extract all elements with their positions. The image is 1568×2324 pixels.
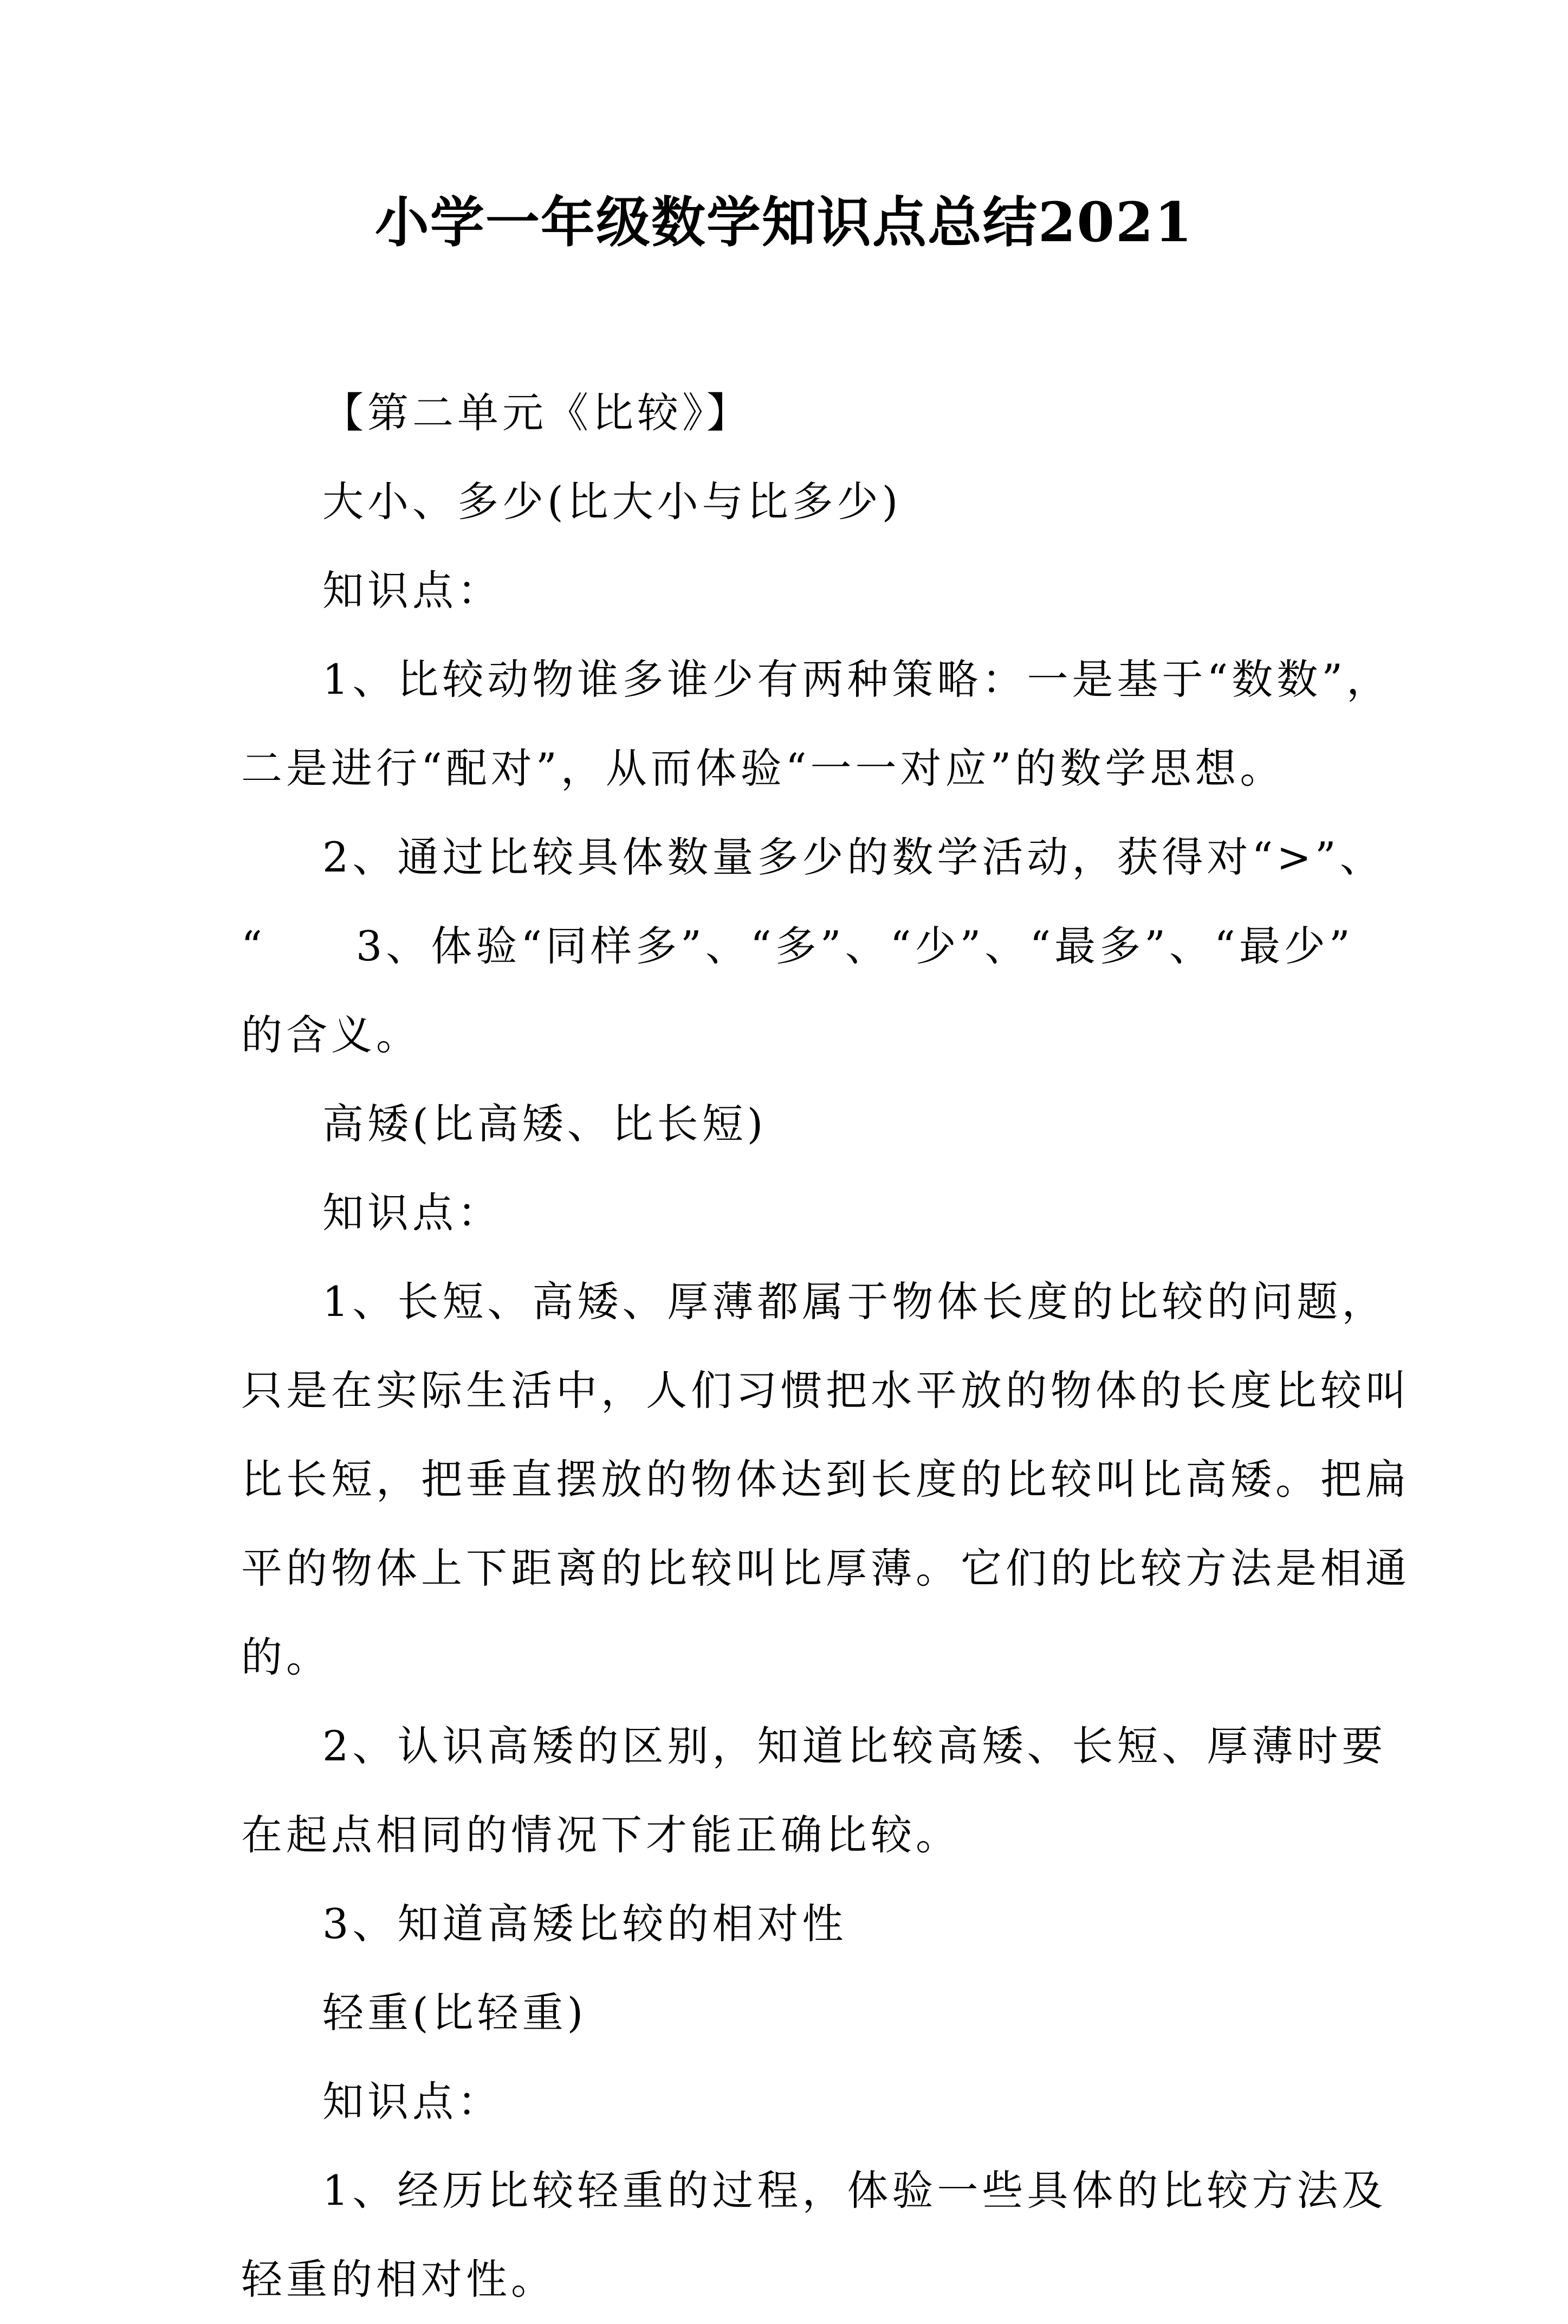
text-line: “ 3、体验“同样多”、“多”、“少”、“最多”、“最少” bbox=[241, 922, 1354, 970]
text-line: 的含义。 bbox=[241, 1011, 421, 1059]
text-line: 平的物体上下距离的比较叫比厚薄。它们的比较方法是相通 bbox=[241, 1544, 1410, 1592]
text-line: 3、知道高矮比较的相对性 bbox=[322, 1900, 847, 1948]
text-line: 大小、多少(比大小与比多少) bbox=[322, 477, 902, 526]
text-line: 在起点相同的情况下才能正确比较。 bbox=[241, 1811, 961, 1859]
text-line: 二是进行“配对”，从而体验“一一对应”的数学思想。 bbox=[241, 744, 1285, 792]
text-line: 知识点： bbox=[322, 2077, 502, 2126]
text-line: 轻重(比轻重) bbox=[322, 1989, 587, 2037]
text-line: 知识点： bbox=[322, 1189, 502, 1237]
text-line: 2、认识高矮的区别，知道比较高矮、长短、厚薄时要 bbox=[322, 1722, 1387, 1770]
text-line: 【第二单元《比较》】 bbox=[322, 389, 751, 437]
text-line: 1、长短、高矮、厚薄都属于物体长度的比较的问题， bbox=[322, 1277, 1387, 1326]
document-title: 小学一年级数学知识点总结2021 bbox=[374, 190, 1194, 254]
text-line: 轻重的相对性。 bbox=[241, 2255, 556, 2303]
text-line: 知识点： bbox=[322, 566, 502, 615]
text-line: 高矮(比高矮、比长短) bbox=[322, 1100, 767, 1148]
text-line: 只是在实际生活中，人们习惯把水平放的物体的长度比较叫 bbox=[241, 1366, 1410, 1415]
text-line: 的。 bbox=[241, 1633, 331, 1681]
text-line: 1、比较动物谁多谁少有两种策略：一是基于“数数”， bbox=[322, 655, 1392, 703]
text-line: 比长短，把垂直摆放的物体达到长度的比较叫比高矮。把扁 bbox=[241, 1455, 1410, 1503]
text-line: 2、通过比较具体数量多少的数学活动，获得对“>”、 bbox=[322, 833, 1385, 881]
text-line: 1、经历比较轻重的过程，体验一些具体的比较方法及 bbox=[322, 2166, 1387, 2215]
document-body bbox=[241, 369, 1410, 2324]
